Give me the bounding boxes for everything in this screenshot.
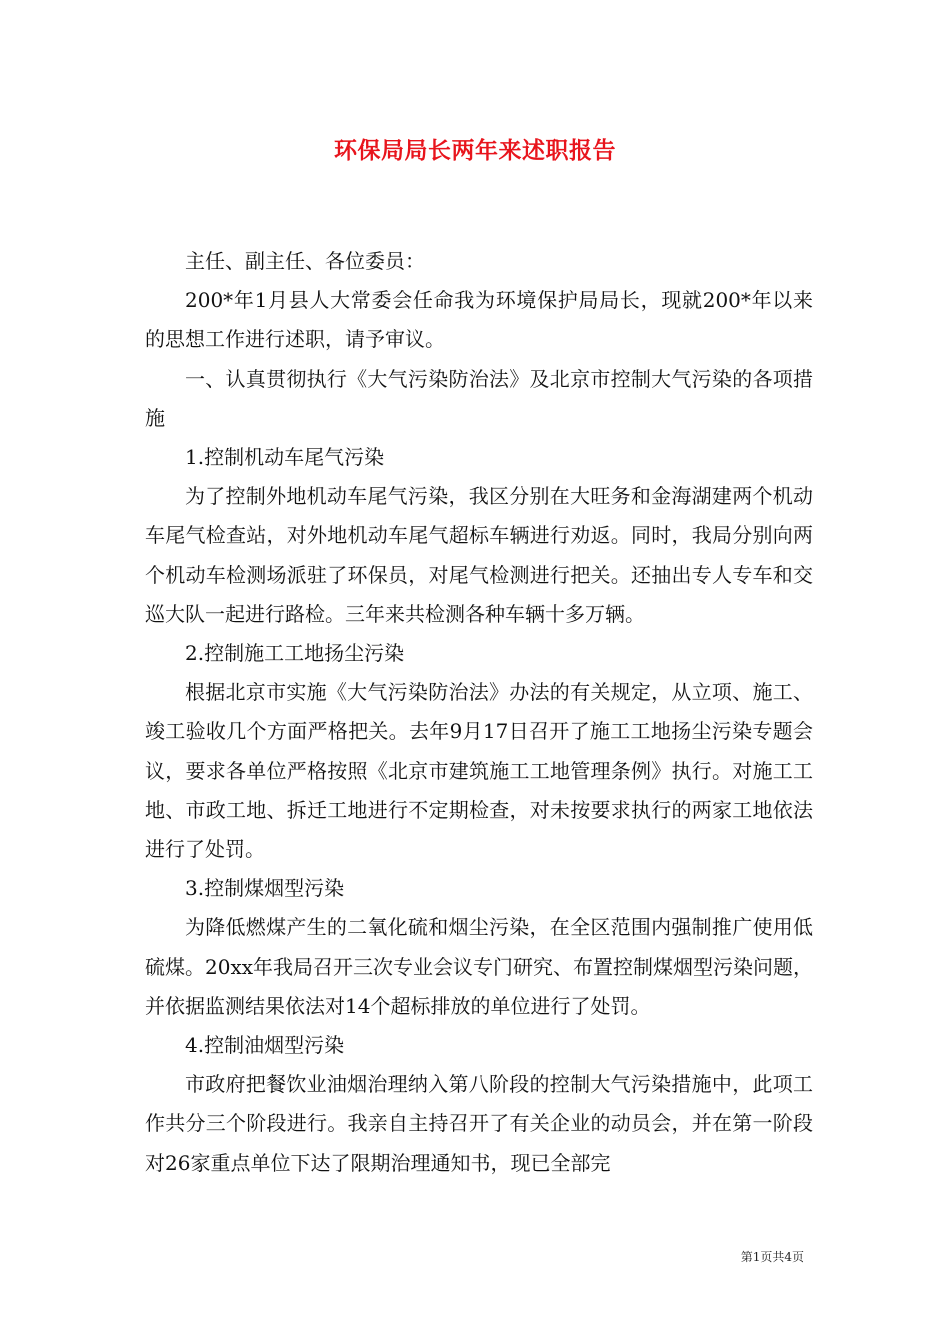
subheading-construction-dust: 2.控制施工工地扬尘污染 bbox=[185, 641, 405, 666]
subheading-oil-smoke: 4.控制油烟型污染 bbox=[185, 1033, 345, 1058]
document-body bbox=[145, 242, 813, 1183]
paragraph-construction-dust: 根据北京市实施《大气污染防治法》办法的有关规定，从立项、施工、竣工验收几个方面严格把关。去年9月17日召开了施工工地扬尘污染专题会议，要求各单位严格按照《北京市建筑施工工地管理条例》执行。对施工工地、市政工地、拆迁工地进行不定期检查，对未按要求执行的两家工地依法进行了处罚。 bbox=[145, 680, 813, 862]
subheading-vehicle-exhaust: 1.控制机动车尾气污染 bbox=[185, 445, 385, 470]
paragraph-vehicle-exhaust: 为了控制外地机动车尾气污染，我区分别在大旺务和金海湖建两个机动车尾气检查站，对外地机动车尾气超标车辆进行劝返。同时，我局分别向两个机动车检测场派驻了环保员，对尾气检测进行把关。还抽出专人专车和交巡大队一起进行路检。三年来共检测各种车辆十多万辆。 bbox=[145, 484, 813, 626]
page-number-footer: 第1页共4页 bbox=[740, 1250, 804, 1264]
intro-paragraph: 200*年1月县人大常委会任命我为环境保护局局长，现就200*年以来的思想工作进行述职，请予审议。 bbox=[145, 288, 813, 352]
paragraph-oil-smoke: 市政府把餐饮业油烟治理纳入第八阶段的控制大气污染措施中，此项工作共分三个阶段进行。我亲自主持召开了有关企业的动员会，并在第一阶段对26家重点单位下达了限期治理通知书，现已全部完 bbox=[145, 1072, 813, 1175]
paragraph-coal-smoke: 为降低燃煤产生的二氧化硫和烟尘污染，在全区范围内强制推广使用低硫煤。20xx年我局召开三次专业会议专门研究、布置控制煤烟型污染问题，并依据监测结果依法对14个超标排放的单位进行了处罚。 bbox=[145, 915, 814, 1018]
section-heading-1: 一、认真贯彻执行《大气污染防治法》及北京市控制大气污染的各项措施 bbox=[145, 366, 813, 430]
document-title: 环保局局长两年来述职报告 bbox=[334, 137, 616, 164]
salutation-paragraph: 主任、副主任、各位委员： bbox=[185, 249, 425, 273]
subheading-coal-smoke: 3.控制煤烟型污染 bbox=[185, 876, 345, 901]
